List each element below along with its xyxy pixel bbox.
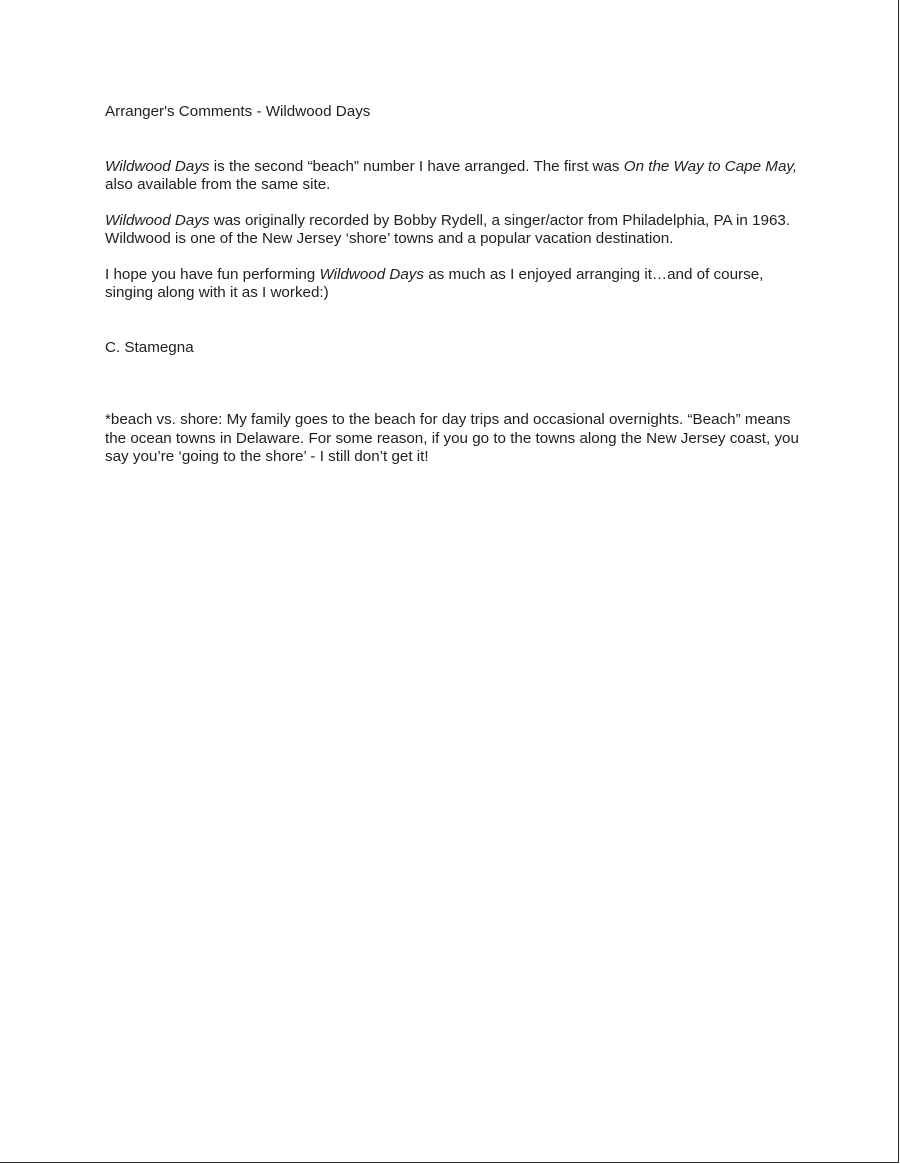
- paragraph-text: as much as I enjoyed arranging it…and of course, singing along with it as I worked:): [105, 265, 764, 301]
- paragraph-text: also available from the same site.: [105, 176, 331, 193]
- paragraph-text: is the second “beach” number I have arranged. The first was: [209, 157, 624, 175]
- footnote: *beach vs. shore: My family goes to the beach for day trips and occasional overnights. “Beach” means the ocean towns in Delaware. For some reason, if you go to the towns along the New Jersey coast, you say you’re ‘going to the shore’ - I still don’t get it!: [105, 411, 799, 465]
- song-title: Wildwood Days: [105, 157, 210, 175]
- paragraph-text: was originally recorded by Bobby Rydell, a singer/actor from Philadelphia, PA in 1963. Wildwood is one of the New Jersey ‘shore’ towns and a popular vacation destination.: [105, 211, 791, 247]
- paragraph-text: I hope you have fun performing: [105, 265, 320, 283]
- song-title: Wildwood Days: [105, 211, 210, 229]
- paragraph-intro: [105, 158, 805, 195]
- signature: C. Stamegna: [105, 338, 194, 356]
- song-title: Wildwood Days: [319, 265, 424, 283]
- paragraph-closing: [105, 266, 805, 303]
- document-title: Arranger's Comments - Wildwood Days: [105, 103, 371, 120]
- paragraph-history: [105, 212, 805, 249]
- document-body: [105, 103, 805, 467]
- other-song-title: On the Way to Cape May,: [623, 157, 798, 175]
